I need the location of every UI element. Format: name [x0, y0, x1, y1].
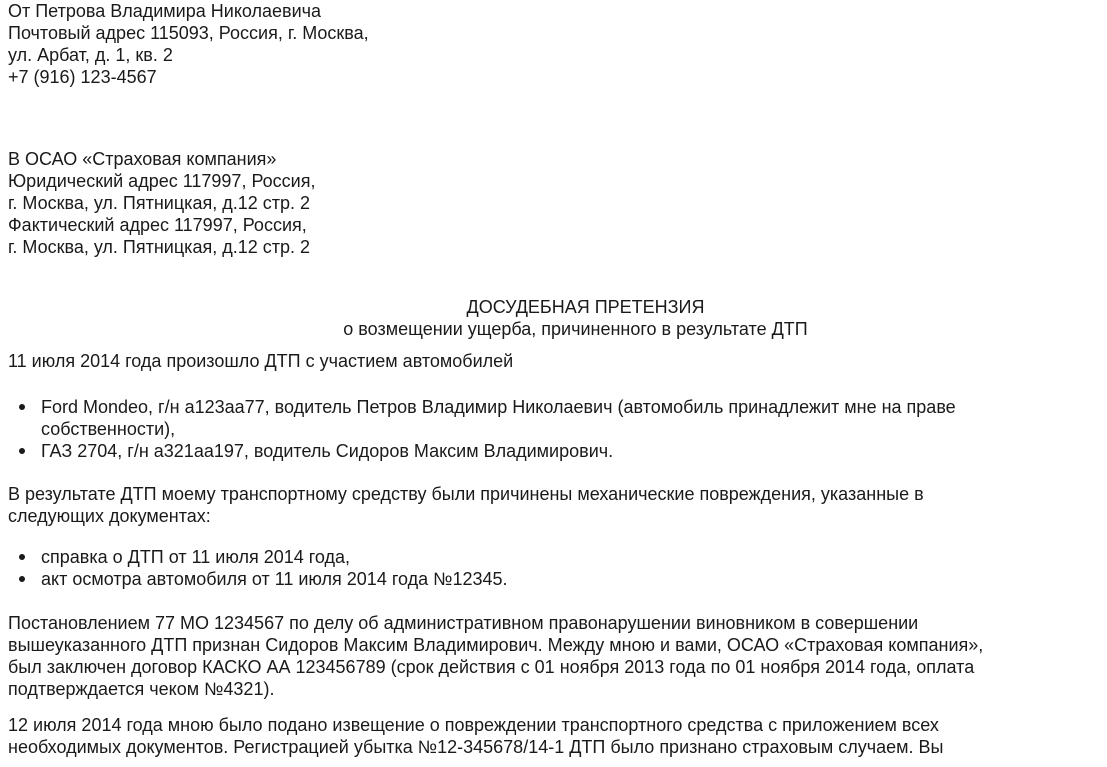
sender-street-address: ул. Арбат, д. 1, кв. 2 [8, 45, 173, 65]
resolution-line-3: был заключен договор КАСКО АА 123456789 (срок действия с 01 ноября 2013 года по 01 ноября 2014 года, оплата [8, 657, 975, 677]
vehicle-1-line-1: Ford Mondeo, г/н а123аа77, водитель Петров Владимир Николаевич (автомобиль принадлежит мне на праве [41, 397, 956, 417]
recipient-block [8, 148, 315, 258]
document-title [8, 296, 1083, 340]
recipient-legal-address-cont: г. Москва, ул. Пятницкая, д.12 стр. 2 [8, 193, 310, 213]
recipient-legal-address: Юридический адрес 117997, Россия, [8, 171, 316, 191]
vehicle-2-line-1: ГАЗ 2704, г/н а321аа197, водитель Сидоров Максим Владимирович. [41, 441, 614, 461]
list-item-vehicle-1 [8, 396, 1103, 440]
damage-paragraph [8, 483, 1103, 527]
vehicle-1-line-2: собственности), [41, 419, 176, 439]
damage-line-2: следующих документах: [8, 506, 211, 526]
bullet-icon [19, 448, 25, 454]
sender-phone: +7 (916) 123-4567 [8, 67, 157, 87]
sender-name: От Петрова Владимира Николаевича [8, 1, 322, 21]
bullet-icon [19, 404, 25, 410]
notice-paragraph [8, 714, 1103, 758]
resolution-paragraph [8, 612, 1103, 700]
recipient-actual-address-cont: г. Москва, ул. Пятницкая, д.12 стр. 2 [8, 237, 310, 257]
resolution-line-4: подтверждается чеком №4321). [8, 679, 275, 699]
notice-line-2: необходимых документов. Регистрацией убытка №12-345678/14-1 ДТП было признано страховым случаем. Вы [8, 737, 944, 757]
list-item-vehicle-2 [8, 440, 1103, 462]
sender-postal-address: Почтовый адрес 115093, Россия, г. Москва, [8, 23, 369, 43]
title-main: ДОСУДЕБНАЯ ПРЕТЕНЗИЯ [466, 297, 705, 317]
list-item-document-1 [8, 546, 1103, 568]
document-2: акт осмотра автомобиля от 11 июля 2014 года №12345. [41, 569, 508, 589]
intro-text: 11 июля 2014 года произошло ДТП с участием автомобилей [8, 351, 514, 371]
notice-line-1: 12 июля 2014 года мною было подано извещение о повреждении транспортного средства с приложением всех [8, 715, 939, 735]
list-item-document-2 [8, 568, 1103, 590]
recipient-name: В ОСАО «Страховая компания» [8, 149, 277, 169]
damage-line-1: В результате ДТП моему транспортному средству были причинены механические повреждения, указанные в [8, 484, 924, 504]
documents-list [8, 546, 1103, 590]
title-subtitle: о возмещении ущерба, причиненного в результате ДТП [343, 319, 808, 339]
resolution-line-2: вышеуказанного ДТП признан Сидоров Максим Владимирович. Между мною и вами, ОСАО «Страховая компания», [8, 635, 984, 655]
sender-block [8, 0, 369, 88]
resolution-line-1: Постановлением 77 МО 1234567 по делу об административном правонарушении виновником в совершении [8, 613, 919, 633]
bullet-icon [19, 576, 25, 582]
document-1: справка о ДТП от 11 июля 2014 года, [41, 547, 351, 567]
bullet-icon [19, 554, 25, 560]
vehicles-list [8, 396, 1103, 462]
intro-paragraph [8, 350, 1103, 372]
recipient-actual-address: Фактический адрес 117997, Россия, [8, 215, 307, 235]
